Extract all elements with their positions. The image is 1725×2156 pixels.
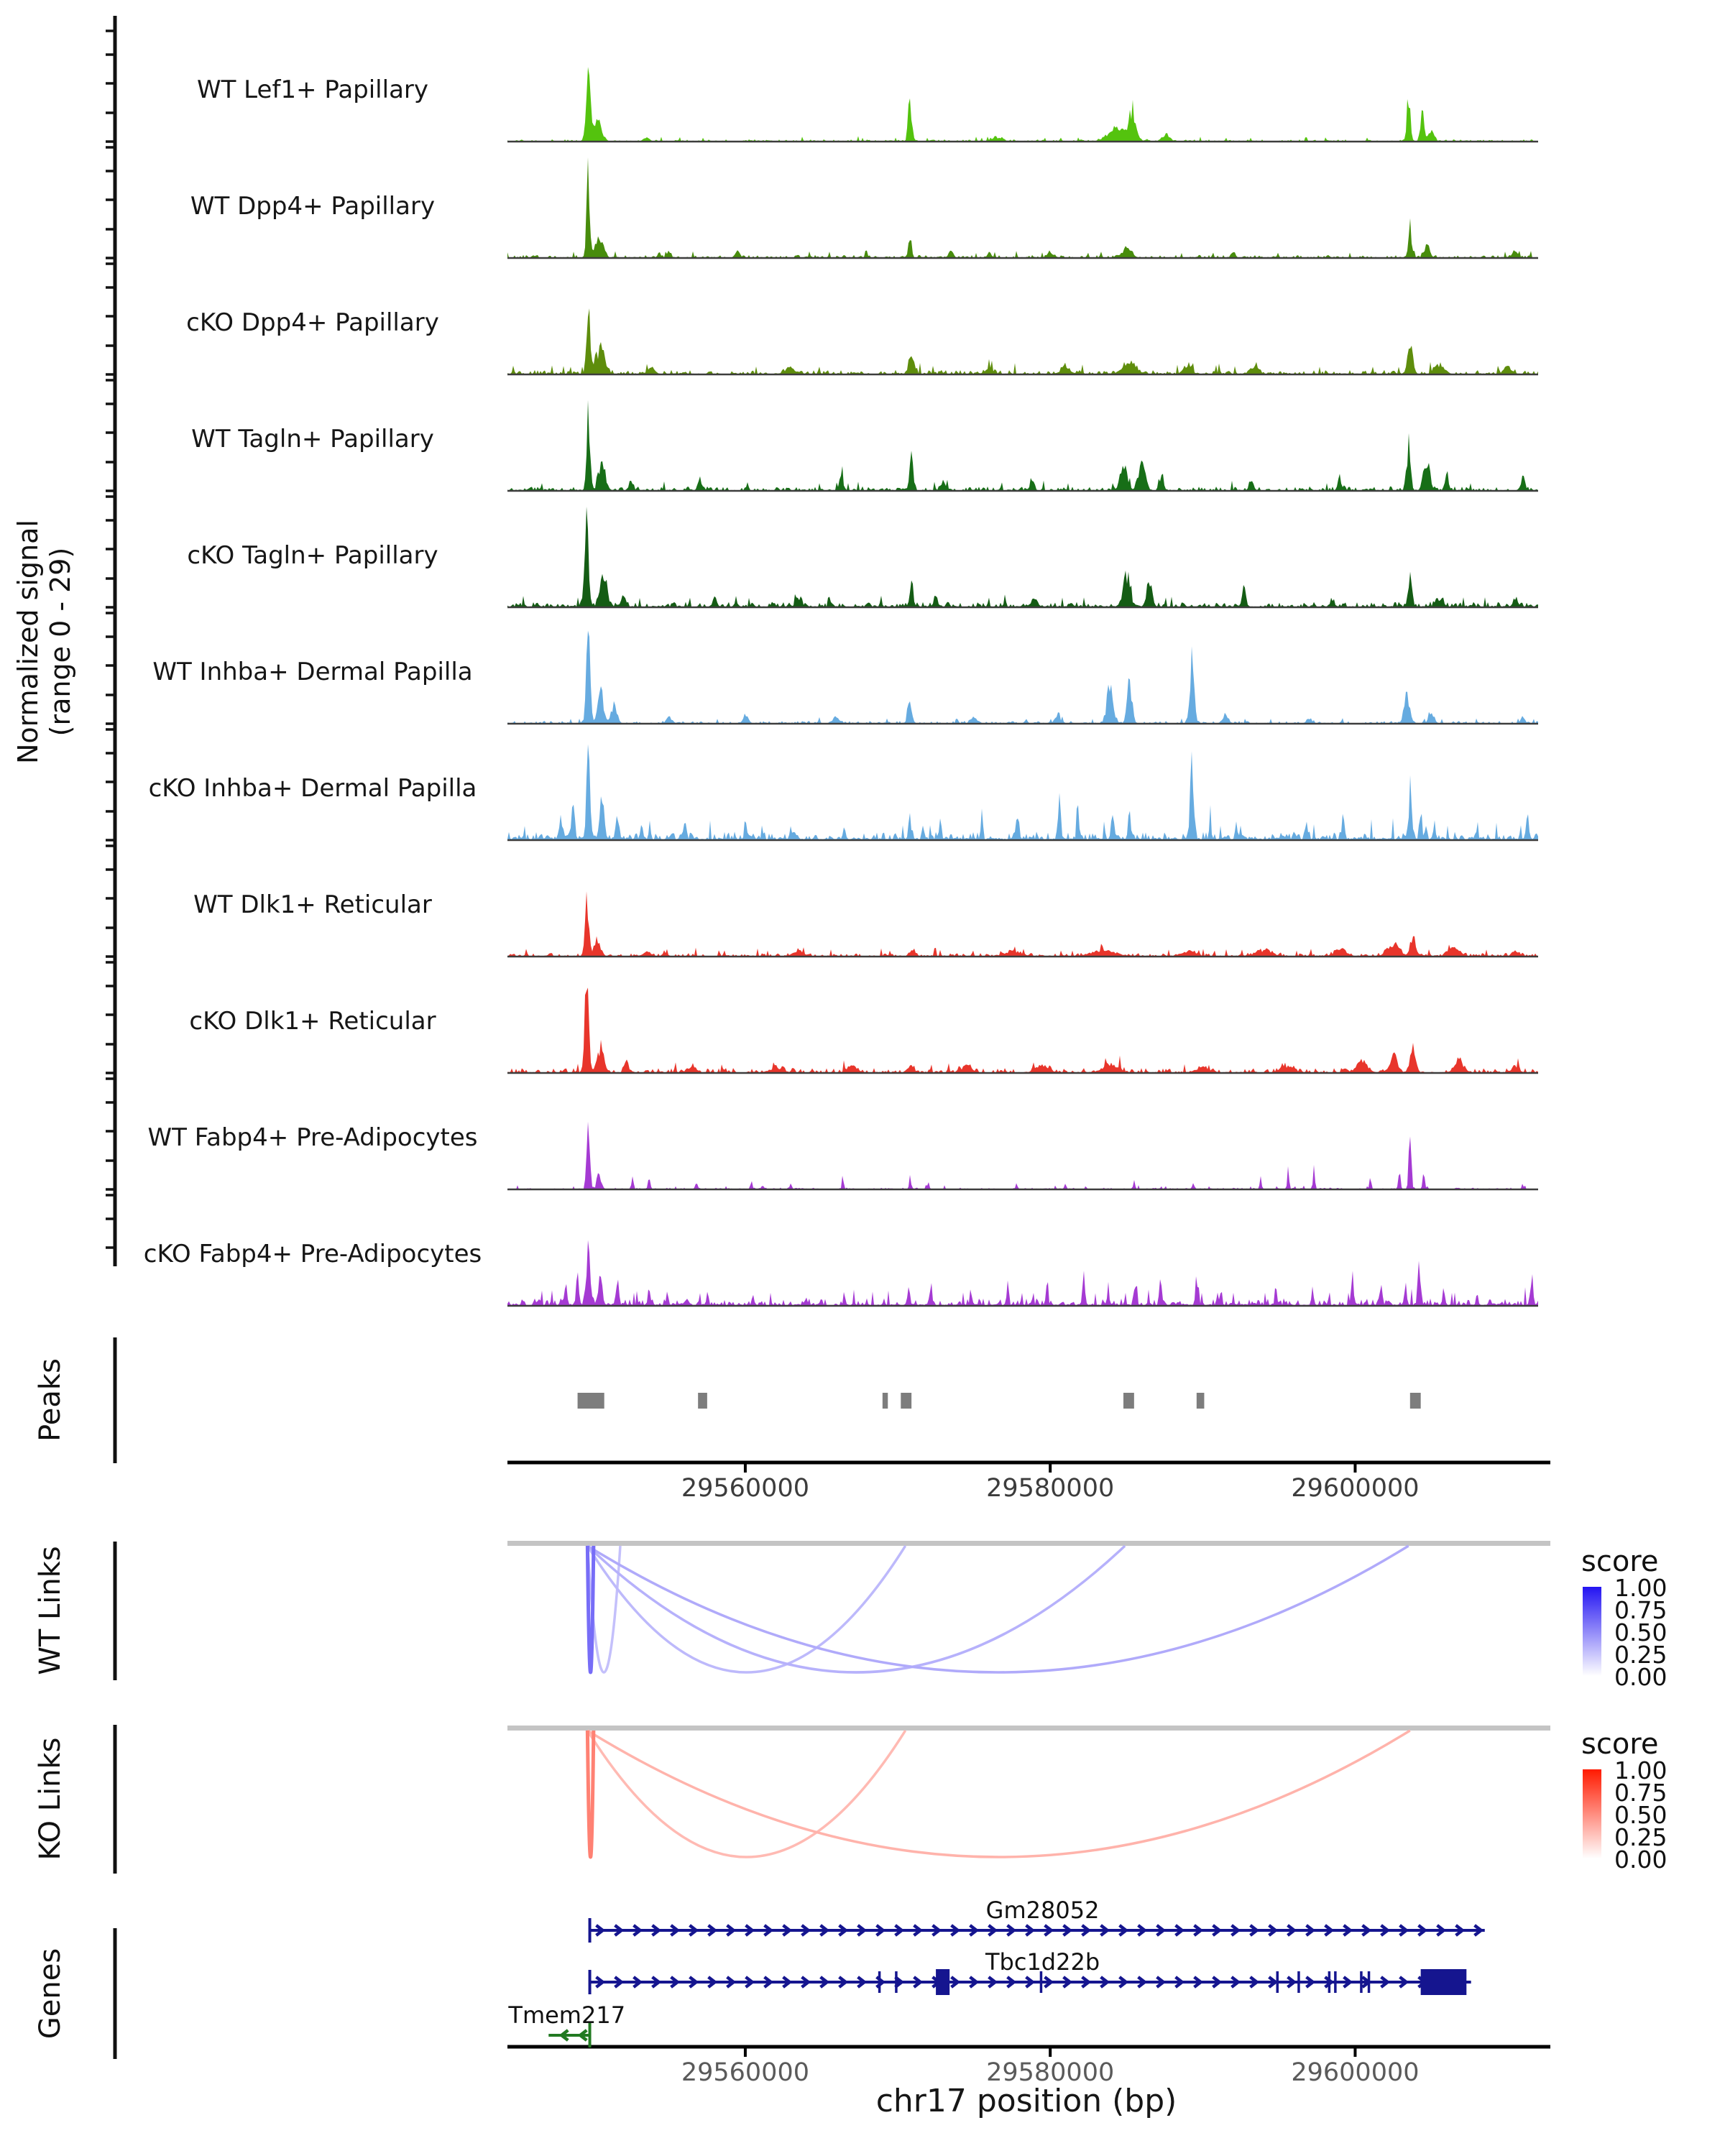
x-tick-label: 29560000 — [681, 2058, 809, 2087]
wt-score-legend-tick-label: 0.75 — [1614, 1596, 1668, 1624]
peak-interval — [901, 1393, 911, 1409]
wt-score-legend-tick-label: 0.25 — [1614, 1641, 1668, 1669]
y-axis-label — [12, 520, 77, 764]
peak-interval — [1197, 1393, 1205, 1409]
wt-link-bar — [507, 1541, 1550, 1546]
section-label-peaks: Peaks — [34, 1358, 67, 1442]
ko-score-legend-tick-label: 0.75 — [1614, 1779, 1668, 1807]
ko-link-bar — [507, 1726, 1550, 1731]
wt-score-legend-title: score — [1581, 1545, 1659, 1578]
ko-score-legend-gradient — [1583, 1769, 1601, 1858]
track-label: cKO Tagln+ Papillary — [187, 541, 438, 570]
peak-interval — [698, 1393, 707, 1409]
gene-exon-box — [1421, 1969, 1467, 1995]
gene-exon-box — [936, 1969, 949, 1995]
x-tick-label: 29580000 — [986, 2058, 1115, 2087]
signal-track-area — [507, 987, 1538, 1073]
track-label: WT Tagln+ Papillary — [191, 425, 434, 453]
ko-score-legend-title: score — [1581, 1728, 1659, 1761]
section-label-wt-links: WT Links — [34, 1546, 67, 1675]
x-tick-label: 29560000 — [681, 1474, 809, 1503]
track-label: WT Lef1+ Papillary — [196, 75, 429, 104]
x-tick-label: 29600000 — [1291, 1474, 1420, 1503]
track-label: cKO Dlk1+ Reticular — [189, 1007, 436, 1036]
peak-interval — [578, 1393, 604, 1409]
wt-score-legend-tick-label: 0.50 — [1614, 1618, 1668, 1646]
y-axis-label-line1: Normalized signal — [12, 520, 45, 764]
track-label: cKO Fabp4+ Pre-Adipocytes — [143, 1240, 482, 1268]
ko-link-arc — [587, 1731, 905, 1857]
signal-track-area — [507, 1240, 1538, 1307]
track-label: cKO Dpp4+ Papillary — [186, 308, 439, 337]
gene-label: Gm28052 — [985, 1897, 1100, 1924]
wt-link-arc — [587, 1546, 593, 1672]
gene-label: Tmem217 — [508, 2001, 626, 2029]
x-tick-label: 29600000 — [1291, 2058, 1420, 2087]
peak-interval — [1123, 1393, 1134, 1409]
signal-track-area — [507, 1122, 1538, 1189]
ko-link-arc — [587, 1731, 593, 1857]
track-label: WT Dpp4+ Papillary — [190, 192, 436, 221]
wt-score-legend-tick-label: 1.00 — [1614, 1574, 1668, 1602]
y-axis-label-line2: (range 0 - 29) — [45, 547, 76, 737]
signal-track-area — [507, 400, 1538, 491]
signal-track-area — [507, 507, 1538, 607]
x-tick-label: 29580000 — [986, 1474, 1115, 1503]
section-label-genes: Genes — [34, 1948, 67, 2040]
ko-score-legend-tick-label: 1.00 — [1614, 1756, 1668, 1784]
ko-score-legend-tick-label: 0.00 — [1614, 1846, 1668, 1874]
ko-link-arc — [587, 1731, 1409, 1857]
wt-score-legend-gradient — [1583, 1587, 1601, 1676]
signal-track-area — [507, 308, 1538, 374]
track-label: cKO Inhba+ Dermal Papilla — [148, 774, 477, 803]
peak-interval — [883, 1393, 888, 1409]
ko-score-legend-tick-label: 0.50 — [1614, 1801, 1668, 1829]
track-label: WT Fabp4+ Pre-Adipocytes — [147, 1123, 478, 1152]
track-label: WT Inhba+ Dermal Papilla — [152, 658, 473, 686]
peak-interval — [1410, 1393, 1421, 1409]
x-axis-label: chr17 position (bp) — [875, 2083, 1177, 2119]
wt-link-arc — [587, 1546, 1125, 1672]
wt-link-arc — [587, 1546, 1408, 1672]
ko-score-legend-tick-label: 0.25 — [1614, 1823, 1668, 1851]
wt-score-legend-tick-label: 0.00 — [1614, 1663, 1668, 1691]
signal-track-area — [507, 157, 1538, 258]
gene-label: Tbc1d22b — [985, 1948, 1100, 1976]
wt-link-arc — [587, 1546, 905, 1672]
signal-track-area — [507, 67, 1538, 142]
track-label: WT Dlk1+ Reticular — [193, 890, 432, 919]
signal-track-area — [507, 745, 1538, 841]
section-label-ko-links: KO Links — [34, 1737, 67, 1861]
signal-track-area — [507, 631, 1538, 724]
signal-track-area — [507, 891, 1538, 957]
